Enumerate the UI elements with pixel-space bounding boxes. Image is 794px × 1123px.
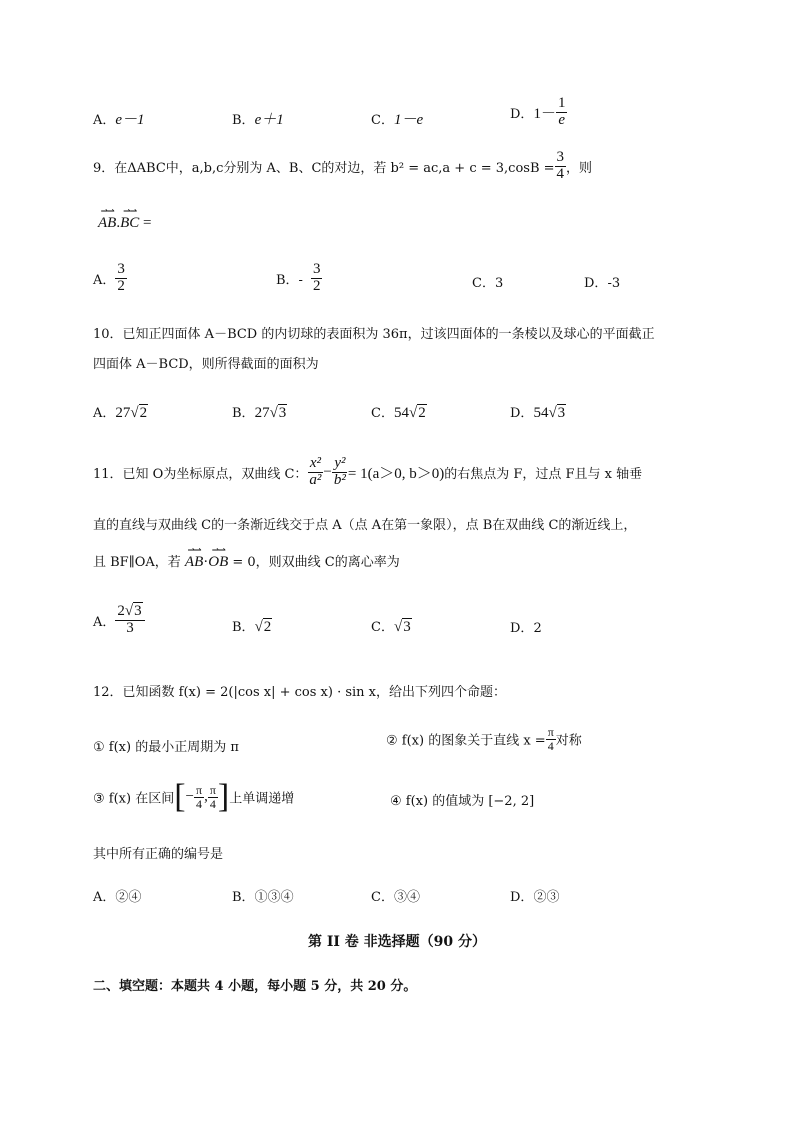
sqrt: √2: [130, 405, 148, 421]
option-fraction: [556, 96, 568, 129]
comma: ,: [204, 788, 208, 805]
option-label: B．: [232, 406, 255, 421]
interval-upper: [208, 784, 218, 810]
option-label: A．: [93, 406, 116, 421]
option-text: ①③④: [254, 890, 294, 905]
q11-option-a: [93, 604, 145, 637]
fraction-denominator: 2: [312, 277, 321, 294]
radicand: 3: [134, 603, 142, 619]
option-label: C．: [371, 890, 394, 905]
q9-vector-expression: [98, 206, 152, 232]
vector-bc: [120, 206, 140, 232]
q10-option-b: [232, 402, 287, 422]
sqrt: √2: [254, 619, 272, 635]
fraction-numerator: 3: [117, 261, 125, 277]
option-label: C．: [371, 113, 394, 128]
q9-text-end: ，则: [566, 160, 593, 176]
option-text: 2: [533, 621, 542, 636]
q11-option-c: [371, 616, 412, 636]
sqrt: √3: [269, 405, 287, 421]
fraction-denominator: e: [558, 111, 566, 128]
q11-option-d: [510, 617, 542, 636]
fraction-denominator: 3: [126, 619, 134, 636]
sqrt: √3: [124, 603, 142, 619]
q11-option-b: [232, 616, 272, 636]
proposition-text-end: 对称: [555, 733, 582, 749]
dot-operator: .: [116, 215, 121, 231]
fraction-numerator: 3: [556, 149, 565, 165]
fraction-denominator: 2: [117, 277, 125, 294]
option-coefficient: 54: [533, 405, 549, 421]
vector-label: OB: [208, 554, 229, 570]
option-label: A．: [93, 272, 116, 288]
proposition-text-end: 上单调递增: [229, 791, 295, 807]
fraction-numerator: y²: [334, 455, 346, 471]
q8-option-d: [510, 96, 567, 129]
option-coefficient: 27: [254, 405, 270, 421]
vector-arrow-icon: ⇀⇀: [211, 545, 225, 555]
proposition-fraction: [546, 726, 556, 752]
q11-stem-line2: 直的直线与双曲线 C的一条渐近线交于点 A（点 A在第一象限），点 B在双曲线 C的渐近线上，: [93, 518, 637, 533]
option-coefficient: 54: [393, 405, 409, 421]
fraction-denominator: 4: [209, 796, 216, 811]
vector-ab: [98, 206, 117, 232]
proposition-text: ② f(x) 的图象关于直线 x =: [386, 733, 546, 749]
option-prefix: 1－: [533, 105, 556, 122]
vector-label: BC: [120, 215, 140, 231]
option-label: A．: [93, 890, 116, 905]
q9-option-b: [276, 262, 322, 295]
proposition-text: ③ f(x) 在区间: [93, 791, 175, 807]
option-label: A．: [93, 614, 116, 630]
equals-sign: =: [139, 215, 152, 231]
q12-proposition-2: [386, 726, 582, 752]
option-fraction: [115, 262, 127, 295]
fraction-numerator: 3: [312, 261, 321, 277]
option-label: D．: [510, 621, 534, 636]
q11-stem-line1: [93, 456, 642, 489]
bracket-right-icon: ]: [217, 778, 230, 815]
option-label: D．: [510, 890, 534, 905]
option-text: ②④: [115, 890, 142, 905]
fraction-numerator: π: [547, 725, 554, 739]
section-title: 第 II 卷 非选择题（90 分）: [307, 934, 487, 950]
vector-arrow-icon: ⇀⇀: [187, 545, 201, 555]
q11-condition: = 1(a＞0, b＞0): [347, 465, 445, 482]
vector-label: AB: [98, 215, 117, 231]
option-label: D．: [510, 106, 534, 122]
radicand: 3: [557, 405, 566, 421]
fraction-denominator: 4: [196, 796, 203, 811]
q8-option-b: [232, 108, 284, 129]
option-text: e＋1: [254, 112, 284, 128]
minus-sign: −: [185, 788, 195, 805]
fraction-denominator: b²: [333, 471, 346, 488]
numerator-coefficient: 2: [117, 603, 125, 619]
q12-proposition-1: ① f(x) 的最小正周期为 π: [93, 740, 239, 755]
q9-text: 9．在ΔABC中，a,b,c分别为 A、B、C的对边，若 b² = ac,a + c = 3,cosB =: [93, 160, 555, 176]
vector-arrow-icon: ⇀⇀: [100, 206, 114, 216]
vector-arrow-icon: ⇀⇀: [123, 206, 137, 216]
sqrt: √2: [408, 405, 426, 421]
q11-text-end: 的右焦点为 F，过点 F且与 x 轴垂: [444, 466, 643, 482]
option-label: B．: [232, 890, 255, 905]
radicand: 3: [278, 405, 287, 421]
q11-stem-line3: [93, 545, 400, 571]
q12-proposition-4: ④ f(x) 的值域为 [−2, 2]: [390, 794, 535, 809]
vector-ab: [184, 545, 204, 571]
radicand: 3: [403, 619, 411, 635]
q9-stem: [93, 150, 592, 183]
q11-fraction-y: [332, 456, 348, 489]
q11-text: 11．已知 O为坐标原点，双曲线 C：: [93, 466, 308, 482]
q12-option-b: [232, 886, 294, 905]
option-text: 1－e: [393, 112, 424, 128]
q12-proposition-3: [93, 780, 294, 814]
q12-stem: 12．已知函数 f(x) = 2(|cos x| + cos x) · sin x，给出下列四个命题：: [93, 685, 506, 700]
dot-operator: ·: [203, 554, 209, 570]
fill-in-heading: 二、填空题：本题共 4 小题，每小题 5 分，共 20 分。: [93, 979, 417, 994]
q11-text: 且 BF∥OA，若: [93, 555, 181, 570]
option-text: 3: [494, 276, 504, 291]
option-label: D．: [584, 276, 608, 291]
option-text: -3: [607, 276, 621, 291]
q9-option-a: [93, 262, 127, 295]
option-text: e－1: [115, 112, 145, 128]
option-coefficient: 27: [115, 405, 131, 421]
q8-option-a: [93, 108, 145, 129]
q12-option-c: [371, 886, 420, 905]
option-label: C．: [371, 406, 394, 421]
q10-option-d: [510, 402, 566, 422]
vector-label: AB: [184, 554, 204, 570]
option-label: B．: [232, 620, 255, 635]
interval-lower: [194, 784, 204, 810]
option-fraction: [115, 604, 144, 637]
fraction-numerator: π: [209, 782, 216, 797]
fraction-numerator: 1: [557, 95, 566, 111]
fraction-denominator: a²: [309, 471, 322, 488]
q9-option-d: [584, 272, 620, 291]
minus-sign: −: [323, 463, 332, 480]
q10-stem-line1: 10．已知正四面体 A－BCD 的内切球的表面积为 36π，过该四面体的一条棱以及球心的平面截正: [93, 327, 655, 342]
option-label: B．: [232, 113, 255, 128]
q9-fraction: [555, 150, 567, 183]
q8-option-c: [371, 108, 423, 129]
option-label: C．: [472, 276, 495, 291]
fraction-numerator: π: [196, 782, 203, 797]
option-label: C．: [371, 620, 394, 635]
radicand: 2: [418, 405, 426, 421]
fraction-denominator: 4: [556, 165, 565, 182]
q11-text-end: = 0，则双曲线 C的离心率为: [232, 555, 400, 570]
radicand: 2: [139, 405, 148, 421]
q11-fraction-x: [307, 456, 323, 489]
q12-option-d: [510, 886, 559, 905]
q12-option-a: [93, 886, 141, 905]
option-label: D．: [510, 406, 534, 421]
q9-option-c: [472, 272, 503, 291]
fraction-numerator: x²: [309, 455, 321, 471]
option-text: ③④: [393, 890, 420, 905]
fraction-denominator: 4: [547, 738, 554, 753]
bracket-left-icon: [: [174, 778, 186, 815]
vector-ob: [208, 545, 229, 571]
radicand: 2: [263, 619, 272, 635]
q10-stem-line2: 四面体 A－BCD，则所得截面的面积为: [93, 357, 319, 372]
option-text: ②③: [533, 890, 560, 905]
option-label: B．-: [276, 272, 303, 288]
sqrt: √3: [393, 619, 411, 635]
q10-option-c: [371, 402, 427, 422]
option-label: A．: [93, 113, 116, 128]
q10-option-a: [93, 402, 148, 422]
sqrt: √3: [548, 405, 566, 421]
q12-question: 其中所有正确的编号是: [93, 847, 224, 862]
option-fraction: [311, 262, 323, 295]
